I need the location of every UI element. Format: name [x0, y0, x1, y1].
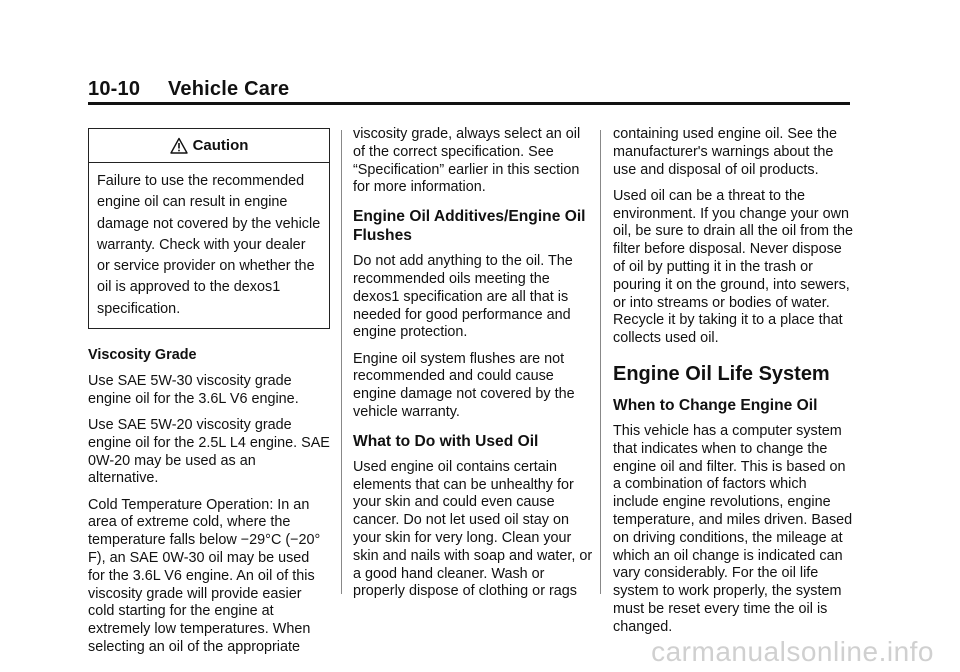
paragraph: containing used engine oil. See the manufacturer's warnings about the use and disposal of oil products. — [613, 126, 838, 178]
column-1 — [88, 128, 330, 665]
page-header — [88, 78, 289, 101]
heading-when-to-change: When to Change Engine Oil — [613, 397, 818, 415]
caution-title: Caution — [192, 136, 249, 154]
paragraph: Engine oil system flushes are not recommended and could cause engine damage not covered by the vehicle warranty. — [353, 350, 575, 421]
caution-text: Failure to use the recommended engine oil can result in engine damage not covered by the vehicle warranty. Check with your dealer or service provider on whether the oil is approved to the dexos1 specification. — [97, 173, 321, 317]
column-divider-2 — [600, 130, 601, 594]
paragraph: Cold Temperature Operation: In an area of extreme cold, where the temperature falls below −29°C (−20° F), an SAE 0W-30 oil may be used for the 3.6L V6 engine. An oil of this viscosity grade will provide easier cold starting for the engine at extremely low temperatures. When selecting an oil of the appropriate — [88, 496, 321, 656]
heading-used-oil: What to Do with Used Oil — [353, 432, 539, 450]
watermark: carmanualsonline.info — [651, 636, 934, 667]
column-3 — [613, 126, 853, 645]
viscosity-grade-label: Viscosity Grade — [88, 347, 197, 364]
caution-header — [89, 129, 329, 163]
paragraph: This vehicle has a computer system that indicates when to change the engine oil and filter. This is based on a combination of factors which include engine revolutions, engine temperature, and miles driven. Based on driving conditions, the mileage at which an oil change is indicated can vary considerably. For the oil life system to work properly, the system must be reset every time the oil is changed. — [613, 423, 853, 635]
caution-box — [88, 128, 330, 329]
heading-additives: Engine Oil Additives/Engine Oil Flushes — [353, 208, 586, 245]
paragraph: Used engine oil contains certain elements that can be unhealthy for your skin and could even cause cancer. Do not let used oil stay on your skin for very long. Clean your skin and nails with soap and water, or a good hand cleaner. Wash or properly dispose of clothing or rags — [353, 458, 593, 600]
paragraph: Use SAE 5W-30 viscosity grade engine oil for the 3.6L V6 engine. — [88, 372, 299, 407]
heading-oil-life-system: Engine Oil Life System — [613, 363, 830, 386]
paragraph: Do not add anything to the oil. The recommended oils meeting the dexos1 specification are all that is needed for good performance and engine protection. — [353, 253, 573, 341]
warning-icon — [170, 137, 188, 155]
column-divider-1 — [341, 130, 342, 594]
paragraph: viscosity grade, always select an oil of the correct specification. See “Specification” earlier in this section for more information. — [353, 126, 581, 196]
column-2 — [353, 126, 593, 610]
paragraph: Used oil can be a threat to the environment. If you change your own oil, be sure to drain all the oil from the filter before disposal. Never dispose of oil by putting it in the trash or pouring it on the ground, into sewers, or into streams or bodies of water. Recycle it by taking it to a place that collects used oil. — [613, 187, 853, 347]
page-number: 10-10 — [88, 78, 141, 100]
paragraph: Use SAE 5W-20 viscosity grade engine oil for the 2.5L L4 engine. SAE 0W-20 may be used as an alternative. — [88, 416, 330, 487]
header-rule — [88, 102, 850, 105]
section-title: Vehicle Care — [168, 78, 290, 100]
